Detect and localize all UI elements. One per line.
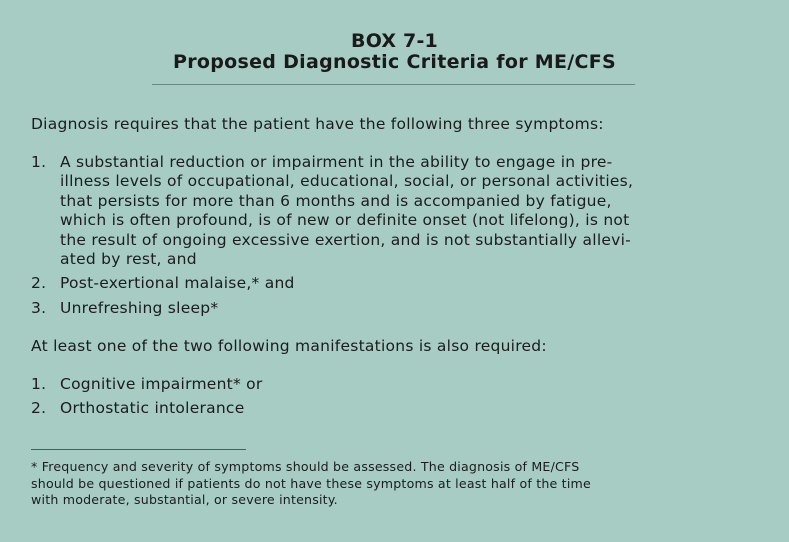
list-item-text: illness levels of occupational, educational, social, or personal activities,	[60, 172, 634, 191]
list-item-text: ated by rest, and	[60, 250, 197, 269]
footnote	[31, 459, 591, 509]
footnote-line: * Frequency and severity of symptoms should be assessed. The diagnosis of ME/CFS	[31, 459, 580, 474]
footnote-line: with moderate, substantial, or severe intensity.	[31, 492, 338, 507]
additional-intro-text: At least one of the two following manifestations is also required:	[31, 337, 547, 355]
list-item-number: 3.	[31, 298, 47, 317]
list-item-number: 1.	[31, 375, 47, 393]
list-item-text: which is often profound, is of new or definite onset (not lifelong), is not	[60, 211, 630, 230]
list-item	[31, 274, 633, 293]
list-item-text: Unrefreshing sleep*	[60, 298, 219, 317]
required-symptoms-list	[31, 153, 633, 318]
list-item-text: A substantial reduction or impairment in the ability to engage in pre-	[60, 153, 613, 171]
intro-text: Diagnosis requires that the patient have the following three symptoms:	[31, 115, 604, 133]
list-item	[31, 375, 263, 394]
list-item-text: Post-exertional malaise,* and	[60, 274, 295, 293]
list-item-number: 2.	[31, 274, 47, 293]
box-title: Proposed Diagnostic Criteria for ME/CFS	[172, 51, 617, 73]
footnote-divider	[31, 449, 246, 450]
list-item	[31, 153, 633, 269]
list-item-text: Orthostatic intolerance	[60, 399, 245, 418]
additional-manifestations-list	[31, 375, 263, 419]
list-item	[31, 299, 633, 318]
list-item-number: 2.	[31, 399, 47, 418]
list-item-text: the result of ongoing excessive exertion, and is not substantially allevi-	[60, 230, 631, 249]
list-item-text: Cognitive impairment* or	[60, 375, 263, 393]
list-item-number: 1.	[31, 153, 47, 171]
footnote-line: should be questioned if patients do not have these symptoms at least half of the time	[31, 475, 591, 491]
list-item	[31, 399, 263, 418]
title-divider	[152, 84, 635, 85]
box-label: BOX 7-1	[351, 30, 438, 52]
list-item-text: that persists for more than 6 months and is accompanied by fatigue,	[60, 191, 612, 210]
